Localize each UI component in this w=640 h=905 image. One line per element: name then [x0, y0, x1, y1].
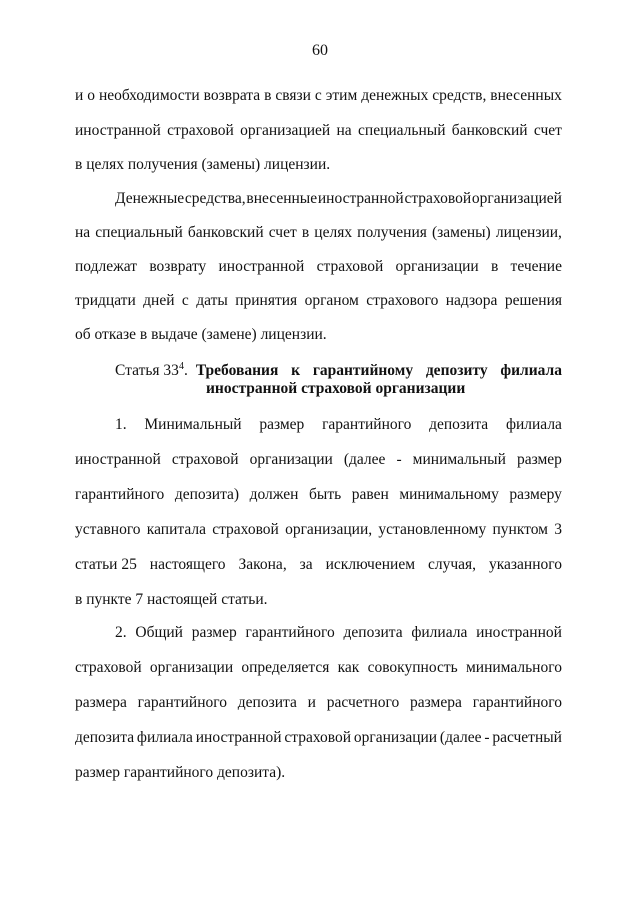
word: размеру	[509, 486, 562, 503]
word: дней	[143, 292, 175, 309]
word: внесенных	[490, 87, 562, 104]
word: должен	[249, 486, 299, 503]
word: депозита	[429, 416, 489, 433]
word: филиала	[505, 416, 562, 433]
word: о	[87, 87, 95, 104]
word: необходимости	[98, 87, 200, 104]
word: страховой	[316, 258, 384, 275]
article-number: Статья $33^4$.	[115, 360, 188, 379]
word: в	[264, 87, 272, 104]
word: минимальному	[399, 486, 499, 503]
word: даты	[196, 292, 228, 309]
word: расчетного	[326, 694, 400, 711]
paragraph-line: в целях получения (замены) лицензии.	[75, 156, 331, 173]
word: минимального	[465, 659, 562, 676]
word: 1.	[115, 416, 127, 433]
word: размера	[75, 694, 127, 711]
word: депозиту	[425, 362, 488, 379]
paragraph-line	[75, 291, 562, 311]
word: 3	[554, 521, 562, 538]
word: иностранной	[317, 190, 404, 207]
word: как	[337, 659, 360, 676]
word: счет	[533, 122, 562, 139]
word: надзора	[445, 292, 498, 309]
word: страховой	[404, 190, 472, 207]
word: страховой	[167, 122, 234, 139]
word: иностранной	[75, 122, 161, 139]
word: установленному	[378, 521, 487, 538]
word: банковский	[187, 224, 264, 241]
word: филиала	[500, 362, 562, 379]
paragraph-line	[75, 485, 562, 505]
word: определяется	[241, 659, 330, 676]
word: гарантийного	[137, 694, 227, 711]
word: (замены)	[432, 224, 491, 241]
word: минимальный	[412, 451, 506, 468]
word: страховой	[284, 729, 352, 746]
word: капитала	[146, 521, 206, 538]
article-title-words	[196, 361, 562, 381]
word: уставного	[75, 521, 141, 538]
word: Закона,	[238, 556, 287, 573]
word: на	[336, 122, 352, 139]
word: гарантийного	[75, 486, 165, 503]
paragraph-line: в пункте 7 настоящей статьи.	[75, 591, 268, 608]
word: Денежные	[115, 190, 185, 207]
article-heading	[115, 361, 562, 381]
word: -	[396, 451, 402, 468]
word: страховой	[75, 659, 142, 676]
word: случая,	[427, 556, 477, 573]
word: за	[299, 556, 313, 573]
word: средств,	[432, 87, 487, 104]
paragraph-line	[75, 693, 562, 713]
word: настоящего	[149, 556, 226, 573]
paragraph-line	[75, 450, 562, 470]
paragraph-line	[75, 257, 562, 277]
word: на	[75, 224, 91, 241]
word: филиала	[411, 624, 468, 641]
word: Общий	[135, 624, 183, 641]
word: страховой	[171, 451, 239, 468]
word: с	[314, 87, 322, 104]
word: размер	[191, 624, 237, 641]
word: средства,	[184, 190, 246, 207]
word: принятия	[235, 292, 298, 309]
word: размера	[410, 694, 462, 711]
word: связи	[275, 87, 311, 104]
word: органом	[304, 292, 359, 309]
word: этим	[325, 87, 358, 104]
word: размер	[516, 451, 562, 468]
paragraph-line: об отказе в выдаче (замене) лицензии.	[75, 326, 327, 343]
word: организации	[395, 258, 479, 275]
word: организацией	[471, 190, 562, 207]
word: внесенные	[246, 190, 318, 207]
word: Требования	[195, 362, 279, 379]
word: 2.	[115, 624, 127, 641]
paragraph-line	[75, 658, 562, 678]
word: -	[484, 729, 490, 746]
word: целях	[314, 224, 353, 241]
word: возврата	[203, 87, 261, 104]
word: к	[291, 362, 301, 379]
word: с	[181, 292, 189, 309]
word: Минимальный	[144, 416, 242, 433]
word: в	[301, 224, 310, 241]
word: возврату	[149, 258, 207, 275]
page-number: 60	[312, 42, 328, 59]
paragraph-line	[75, 86, 562, 106]
word: специальный	[95, 224, 183, 241]
word: иностранной	[218, 258, 305, 275]
word: депозита	[237, 694, 297, 711]
article-title-line2: иностранной страховой организации	[206, 380, 466, 397]
word: равен	[351, 486, 389, 503]
word: статьи 25	[75, 556, 137, 573]
word: гарантийного	[472, 694, 562, 711]
paragraph-line	[75, 520, 562, 540]
word: депозита)	[174, 486, 240, 503]
word: иностранной	[195, 729, 282, 746]
word: счет	[268, 224, 297, 241]
word: специальный	[358, 122, 446, 139]
word: лицензии,	[495, 224, 562, 241]
word: пунктом	[492, 521, 548, 538]
word: организацией	[240, 122, 331, 139]
word: решения	[504, 292, 562, 309]
paragraph-line	[75, 223, 562, 243]
word: совокупность	[367, 659, 458, 676]
word: и	[307, 694, 316, 711]
paragraph-line	[115, 189, 562, 209]
word: иностранной	[75, 451, 161, 468]
word: депозита	[343, 624, 403, 641]
paragraph-line	[115, 415, 562, 435]
word: гарантийного	[245, 624, 335, 641]
paragraph-line	[115, 623, 562, 643]
word: иностранной	[476, 624, 562, 641]
word: депозита	[75, 729, 135, 746]
paragraph-line: размер гарантийного депозита).	[75, 764, 286, 781]
word: гарантийному	[312, 362, 414, 379]
word: организации	[353, 729, 438, 746]
word: быть	[309, 486, 342, 503]
word: указанного	[488, 556, 562, 573]
word: и	[75, 87, 84, 104]
paragraph-line	[75, 555, 562, 575]
word: гарантийного	[322, 416, 412, 433]
word: расчетный	[492, 729, 562, 746]
word: течение	[510, 258, 562, 275]
paragraph-line	[75, 728, 562, 748]
paragraph-line	[75, 121, 562, 141]
word: размер	[259, 416, 305, 433]
word: получения	[357, 224, 427, 241]
word: организации,	[285, 521, 373, 538]
word: организации	[149, 659, 234, 676]
word: филиала	[136, 729, 193, 746]
word: подлежат	[75, 258, 138, 275]
word: банковский	[451, 122, 528, 139]
word: страхового	[366, 292, 439, 309]
word: денежных	[361, 87, 429, 104]
word: страховой	[212, 521, 279, 538]
word: организации	[249, 451, 333, 468]
word: в	[490, 258, 499, 275]
word: (далее	[343, 451, 386, 468]
word: (далее	[439, 729, 482, 746]
word: исключением	[325, 556, 416, 573]
word: тридцати	[75, 292, 136, 309]
